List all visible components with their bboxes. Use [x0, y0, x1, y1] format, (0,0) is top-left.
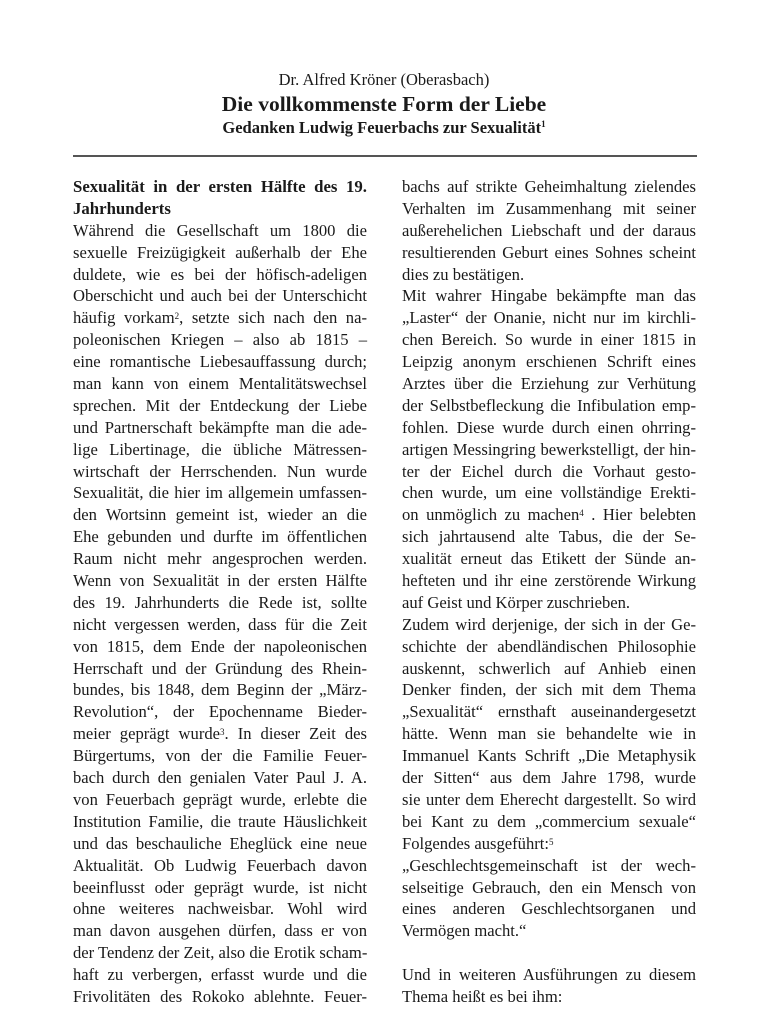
text-line — [73, 811, 367, 833]
footnote-marker: 4 — [579, 508, 584, 519]
text-line — [73, 745, 367, 767]
line-text: wirtschaft der Herrschenden. Nun wurde — [73, 461, 367, 481]
text-line — [402, 373, 696, 395]
text-line — [402, 242, 696, 264]
text-line — [402, 439, 696, 461]
text-line — [73, 176, 367, 198]
line-text: nicht vergessen werden, dass für die Zeit — [73, 614, 367, 634]
text-line — [402, 482, 696, 504]
line-text: Herrschaft und der Gründung des Rhein- — [73, 658, 367, 678]
line-text: außerehelichen Liebschaft und der daraus — [402, 220, 696, 240]
line-text-continued: . In dieser Zeit des — [224, 724, 368, 744]
text-line — [73, 942, 367, 964]
text-line — [402, 351, 696, 373]
text-line — [73, 789, 367, 811]
text-line — [73, 614, 367, 636]
line-text: eines anderen Geschlechtsorganen und — [402, 899, 696, 919]
text-line — [73, 855, 367, 877]
text-line — [73, 767, 367, 789]
line-text: „Geschlechtsgemeinschaft ist der wech- — [402, 855, 696, 875]
line-text: von Feuerbach geprägt wurde, erlebte die — [73, 789, 367, 809]
text-line — [73, 679, 367, 701]
text-line — [73, 373, 367, 395]
line-text: chen wurde, um eine vollständige Erekti- — [402, 483, 696, 503]
text-line — [402, 658, 696, 680]
text-line — [402, 723, 696, 745]
text-line — [402, 811, 696, 833]
text-line — [73, 833, 367, 855]
text-line — [402, 176, 696, 198]
line-text: bundes, bis 1848, dem Beginn der „März- — [73, 680, 367, 700]
line-text: Institution Familie, die traute Häuslichkeit — [73, 811, 367, 831]
text-line — [73, 592, 367, 614]
line-text: sexuelle Freizügigkeit außerhalb der Ehe — [73, 242, 367, 262]
line-text: der Selbstbefleckung die Infibulation emp- — [402, 395, 696, 415]
line-text-continued: , setzte sich nach den na- — [179, 308, 367, 328]
line-text: Frivolitäten des Rokoko ablehnte. Feuer- — [73, 986, 367, 1006]
footnote-marker: 2 — [174, 311, 180, 322]
line-text: Revolution“, der Epochenname Bieder- — [73, 702, 367, 722]
line-text: Leipzig anonym erschienen Schrift eines — [402, 352, 696, 372]
line-text: ter der Eichel durch die Vorhaut gesto- — [402, 461, 696, 481]
line-text: beeinflusst oder geprägt wurde, ist nicht — [73, 877, 367, 897]
text-line — [73, 701, 367, 723]
text-line — [402, 417, 696, 439]
text-line — [402, 461, 696, 483]
line-text: Thema heißt es bei ihm: — [402, 986, 563, 1006]
right-column — [402, 176, 696, 1008]
text-line — [402, 526, 696, 548]
line-text: ohne weiteres nachweisbar. Wohl wird — [73, 899, 367, 919]
line-text: duldete, wie es bei der höfisch-adeligen — [73, 264, 367, 284]
footnote-marker: 5 — [549, 836, 554, 847]
text-line — [73, 570, 367, 592]
line-text: bach durch den genialen Vater Paul J. A. — [73, 768, 367, 788]
line-text: Aktualität. Ob Ludwig Feuerbach davon — [73, 855, 367, 875]
text-line — [402, 679, 696, 701]
line-text: hätte. Wenn man sie behandelte wie in — [402, 724, 696, 744]
text-line — [402, 636, 696, 658]
text-line — [402, 855, 696, 877]
footnote-marker: 1 — [541, 119, 546, 129]
line-text: artigen Messingring bewerkstelligt, der hin- — [402, 439, 696, 459]
text-line — [402, 767, 696, 789]
line-text: bei Kant zu dem „commercium sexuale“ — [402, 811, 696, 831]
text-line — [73, 898, 367, 920]
text-line — [73, 198, 367, 220]
line-text: man kann von einem Mentalitätswechsel — [73, 374, 367, 394]
line-text: Zudem wird derjenige, der sich in der Ge- — [402, 614, 696, 634]
text-line — [73, 482, 367, 504]
line-text: man davon ausgehen dürfen, dass er von — [73, 921, 367, 941]
text-line — [402, 898, 696, 920]
line-text: Während die Gesellschaft um 1800 die — [73, 220, 367, 240]
text-line — [73, 329, 367, 351]
text-line — [402, 964, 696, 986]
line-text: Sexualität in der ersten Hälfte des 19. — [73, 177, 367, 196]
line-text: Und in weiteren Ausführungen zu diesem — [402, 965, 696, 985]
line-text: Verhalten im Zusammenhang mit seiner — [402, 198, 696, 218]
line-text: häufig vorkam — [73, 308, 175, 328]
text-line — [402, 592, 696, 614]
text-line — [73, 439, 367, 461]
text-line — [402, 198, 696, 220]
text-line — [73, 461, 367, 483]
line-text: Bürgertums, von der die Familie Feuer- — [73, 746, 367, 766]
text-line — [73, 504, 367, 526]
line-text: sie unter dem Eherecht dargestellt. So wird — [402, 789, 696, 809]
line-text: den Wortsinn gemeint ist, wieder an die — [73, 505, 367, 525]
line-text: hefteten und ihr eine zerstörende Wirkung — [402, 571, 696, 591]
line-text: von 1815, dem Ende der napoleonischen — [73, 636, 367, 656]
line-text: sprechen. Mit der Entdeckung der Liebe — [73, 395, 367, 415]
line-text: on unmöglich zu machen — [402, 505, 580, 525]
text-line — [73, 986, 367, 1008]
line-text: bachs auf strikte Geheimhaltung zielendes — [402, 177, 696, 196]
line-text: Mit wahrer Hingabe bekämpfte man das — [402, 286, 696, 306]
text-line — [73, 964, 367, 986]
section-heading — [73, 176, 367, 220]
line-text: fohlen. Diese wurde durch einen ohrring- — [402, 417, 696, 437]
line-text: Wenn von Sexualität in der ersten Hälfte — [73, 571, 367, 591]
line-text: Oberschicht und auch bei der Unterschicht — [73, 286, 367, 306]
line-text: Arztes über die Erziehung zur Verhütung — [402, 374, 696, 394]
text-line — [402, 548, 696, 570]
text-line — [402, 789, 696, 811]
text-line — [73, 307, 367, 329]
line-text: chen Bereich. So wurde in einer 1815 in — [402, 330, 696, 350]
line-text: poleonischen Kriegen – also ab 1815 – — [73, 330, 367, 350]
line-text: lige Libertinage, die übliche Mätressen- — [73, 439, 367, 459]
paragraph — [402, 176, 696, 285]
line-text: eine romantische Liebesauffassung durch; — [73, 352, 367, 372]
paragraph — [402, 964, 696, 1008]
line-text: „Sexualität“ ernsthaft auseinandergesetzt — [402, 702, 696, 722]
subtitle-text: Gedanken Ludwig Feuerbachs zur Sexualität — [222, 118, 542, 137]
article-title: Die vollkommenste Form der Liebe — [221, 92, 547, 116]
text-line — [73, 548, 367, 570]
line-text: Jahrhunderts — [73, 198, 171, 218]
line-text: Raum nicht mehr angesprochen werden. — [73, 549, 367, 569]
left-column — [73, 176, 367, 1008]
article-subtitle — [0, 118, 768, 138]
text-line — [73, 220, 367, 242]
text-line — [73, 395, 367, 417]
line-text: auskennt, schwerlich auf Anhieb einen — [402, 658, 696, 678]
line-text: Denker finden, der sich mit dem Thema — [402, 680, 696, 700]
text-line — [73, 636, 367, 658]
text-line — [402, 986, 696, 1008]
text-line — [402, 877, 696, 899]
text-line — [73, 526, 367, 548]
text-line — [402, 920, 696, 942]
line-text: Sexualität, die hier im allgemein umfassen- — [73, 483, 367, 503]
text-line — [402, 570, 696, 592]
text-line — [73, 658, 367, 680]
text-line — [73, 242, 367, 264]
line-text: dies zu bestätigen. — [402, 264, 525, 284]
line-text: Vermögen macht.“ — [402, 921, 527, 941]
line-text: haft zu verbergen, erfasst wurde und die — [73, 965, 367, 985]
text-line — [402, 220, 696, 242]
paragraph — [402, 614, 696, 855]
line-text-continued: . Hier belebten — [583, 505, 696, 525]
line-text: Immanuel Kants Schrift „Die Metaphysik — [402, 746, 696, 766]
line-text: xualität erneut das Etikett der Sünde an- — [402, 549, 696, 569]
header-divider — [73, 155, 697, 157]
text-line — [402, 285, 696, 307]
block-quote — [402, 855, 696, 943]
line-text: auf Geist und Körper zuschrieben. — [402, 592, 631, 612]
line-text: schichte der abendländischen Philosophie — [402, 636, 696, 656]
author-line: Dr. Alfred Kröner (Oberasbach) — [278, 70, 490, 89]
text-line — [73, 285, 367, 307]
line-text: „Laster“ der Onanie, nicht nur im kirchli- — [402, 308, 696, 328]
text-line — [402, 264, 696, 286]
line-text: der Sitten“ aus dem Jahre 1798, wurde — [402, 768, 696, 788]
line-text: resultierenden Geburt eines Sohnes scheint — [402, 242, 696, 262]
line-text: sich jahrtausend alte Tabus, die der Se- — [402, 527, 696, 547]
text-line — [402, 395, 696, 417]
text-line — [73, 723, 367, 745]
text-line — [73, 877, 367, 899]
text-line — [73, 264, 367, 286]
line-text: und Partnerschaft bekämpfte man die ade- — [73, 417, 367, 437]
text-line — [402, 504, 696, 526]
line-text: meier geprägt wurde — [73, 724, 221, 744]
line-text: Folgendes ausgeführt: — [402, 833, 550, 853]
text-line — [402, 701, 696, 723]
line-text: Ehe gebunden und durfte im öffentlichen — [73, 527, 367, 547]
paragraph — [402, 285, 696, 613]
text-line — [402, 833, 696, 855]
text-line — [402, 329, 696, 351]
line-text: der Tendenz der Zeit, also die Erotik scham- — [73, 943, 368, 963]
paragraph-gap — [402, 942, 696, 964]
text-line — [402, 745, 696, 767]
line-text: selseitige Gebrauch, den ein Mensch von — [402, 877, 696, 897]
paragraph — [73, 220, 367, 1008]
text-line — [402, 614, 696, 636]
text-line — [402, 307, 696, 329]
line-text: des 19. Jahrhunderts die Rede ist, sollte — [73, 592, 367, 612]
text-line — [73, 351, 367, 373]
text-line — [73, 417, 367, 439]
footnote-marker: 3 — [220, 727, 225, 738]
line-text: und das beschauliche Eheglück eine neue — [73, 833, 367, 853]
text-line — [73, 920, 367, 942]
